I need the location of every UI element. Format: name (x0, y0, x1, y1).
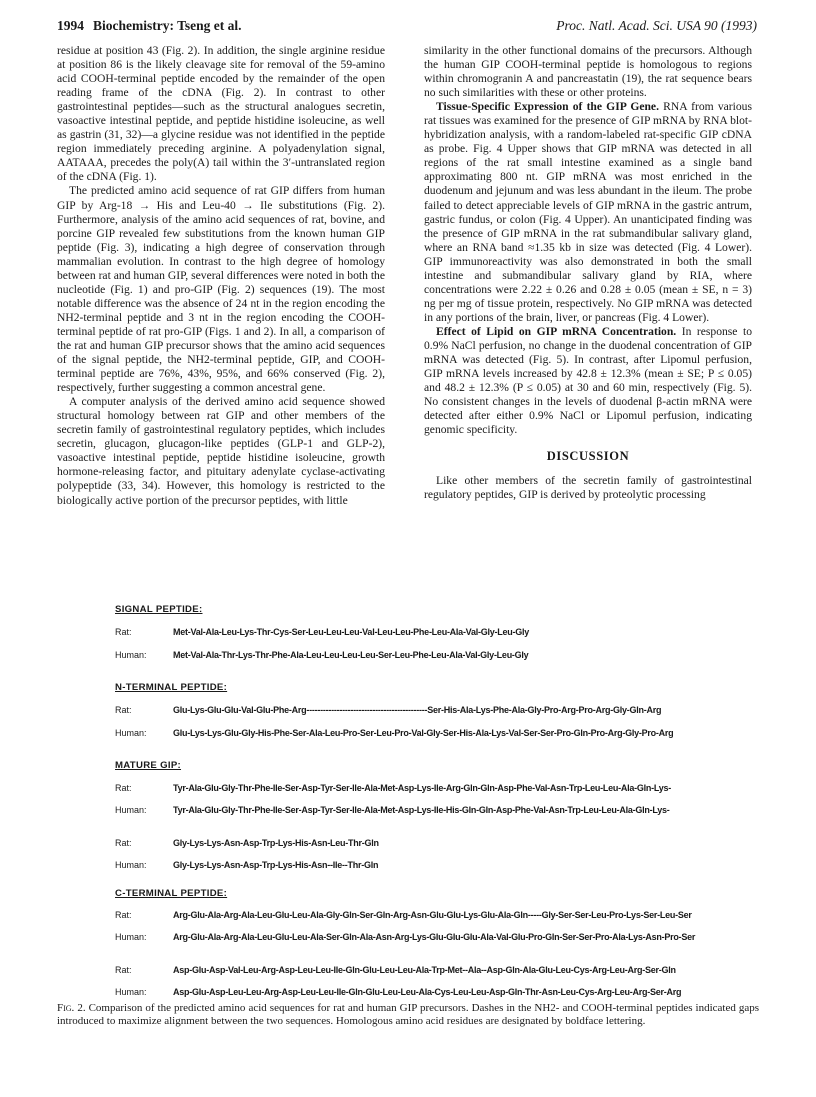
species-label: Human: (115, 987, 147, 997)
amino-acid-sequence: Met-Val-Ala-Thr-Lys-Thr-Phe-Ala-Leu-Leu-Leu-Leu-Ser-Leu-Phe-Leu-Ala-Val-Gly-Leu-Gly (173, 650, 529, 660)
sequence-row (115, 987, 765, 1001)
species-label: Human: (115, 650, 147, 660)
amino-acid-sequence: Arg-Glu-Ala-Arg-Ala-Leu-Glu-Leu-Ala-Ser-Gln-Ala-Asn-Arg-Lys-Glu-Glu-Glu-Ala-Val-Glu-Pro-Gln-Ser-Ser-Pro-Ala-Lys-Asn-Pro-Ser (173, 932, 696, 942)
caption-text: Comparison of the predicted amino acid sequences for rat and human GIP precursors. Dashes in the NH2- and COOH-terminal peptides indicated gaps introduced to maximize alignment between the two sequences. Homologous amino acid residues are designated by boldface lettering. (57, 1002, 760, 1028)
species-label: Rat: (115, 783, 132, 793)
sequence-row (115, 650, 765, 664)
amino-acid-sequence: Asp-Glu-Asp-Leu-Leu-Arg-Asp-Leu-Leu-Ile-Gln-Glu-Leu-Leu-Ala-Cys-Leu-Leu-Asp-Gln-Thr-Asn-Leu-Cys-Arg-Leu-Arg-Ser-Arg (173, 987, 682, 997)
amino-acid-sequence: Arg-Glu-Ala-Arg-Ala-Leu-Glu-Leu-Ala-Gly-Gln-Ser-Gln-Arg-Asn-Glu-Glu-Lys-Glu-Ala-Gln-----Gly-Ser-Ser-Leu-Pro-Lys-Ser-Leu-Ser (173, 910, 692, 920)
sequence-row (115, 838, 765, 852)
figure-caption (57, 1002, 759, 1029)
caption-label: Fig. 2. (57, 1002, 86, 1014)
species-label: Rat: (115, 705, 132, 715)
left-paragraph-3: A computer analysis of the derived amino acid sequence showed structural homology between rat GIP and other members of the secretin family of gastrointestinal regulatory peptides, which includes secretin, glucagon, glucagon-like peptides (GLP-1 and GLP-2), vasoactive intestinal peptide, peptide histidine isoleucine, growth hormone-releasing factor, and pituitary adenylate cyclase-activating polypeptide (33, 34). However, this homology is restricted to the biologically active portion of the precursor peptides, with little (57, 395, 385, 507)
amino-acid-sequence: Gly-Lys-Lys-Asn-Asp-Trp-Lys-His-Asn-Leu-Thr-Gln (173, 838, 379, 848)
right-paragraph-1: similarity in the other functional domains of the precursors. Although the human GIP COOH-terminal peptide is homologous to regions within chromogranin A and pancreastatin (19), the rat sequence bears no such similarities with these or other proteins. (424, 44, 752, 100)
left-paragraph-1: residue at position 43 (Fig. 2). In addition, the single arginine residue at position 86 is the likely cleavage site for removal of the 59-amino acid COOH-terminal peptide encoded by the remainder of the open reading frame of the cDNA (Fig. 2). In contrast to other gastrointestinal peptides—such as the structural analogues secretin, vasoactive intestinal peptide, and peptide histidine isoleucine, as well as gastrin (31, 32)—a glycine residue was not identified in the peptide region immediately preceding arginine. A polyadenylation signal, AATAAA, precedes the poly(A) tail within the 3′-untranslated region of the cDNA (Fig. 1). (57, 44, 385, 184)
section-heading-tissue-expression: Tissue-Specific Expression of the GIP Gene. (436, 100, 659, 114)
species-label: Human: (115, 860, 147, 870)
amino-acid-sequence: Met-Val-Ala-Leu-Lys-Thr-Cys-Ser-Leu-Leu-Leu-Val-Leu-Leu-Phe-Leu-Ala-Val-Gly-Leu-Gly (173, 627, 529, 637)
lipid-effect-text: In response to 0.9% NaCl perfusion, no change in the duodenal concentration of GIP mRNA was detected (Fig. 5). In contrast, after Lipomul perfusion, GIP mRNA levels increased by 42.8 ± 12.3% (mean ± SE; P ≤ 0.05) and 48.2 ± 12.3% (P ≤ 0.05) at 30 and 60 min, respectively (Fig. 5). No consistent changes in the levels of duodenal β-actin mRNA were detected after either 0.9% NaCl or Lipomul perfusion, indicating genomic specificity. (424, 324, 752, 437)
sequence-row (115, 627, 765, 641)
sequence-row (115, 910, 765, 924)
species-label: Human: (115, 932, 147, 942)
tissue-expression-text: RNA from various rat tissues was examined for the presence of GIP mRNA by RNA blot-hybridization analysis, with a random-labeled rat-specific GIP cDNA as probe. Fig. 4 Upper shows that GIP mRNA was detected in all regions of the rat small intestine examined as a single band approximating 800 nt. GIP mRNA was most enriched in the duodenum and jejunum and was less abundant in the ileum. The probe failed to detect appreciable levels of GIP mRNA in the gastric antrum, gastric fundus, or colon (Fig. 4 Upper). An unanticipated finding was the presence of GIP mRNA in the rat submandibular salivary gland, where an RNA band ≈1.35 kb in size was detected (Fig. 4 Lower). GIP immunoreactivity was also demonstrated in both the small intestine and submandibular salivary gland by RIA, where concentrations were 2.22 ± 0.26 and 0.28 ± 0.05 (mean ± SE, n = 3) ng per mg of tissue protein, respectively. No GIP mRNA was detected in any portions of the brain, liver, or pancreas (Fig. 4 Lower). (424, 100, 752, 324)
figure-section-title: C-TERMINAL PEPTIDE: (115, 888, 228, 899)
amino-acid-sequence: Asp-Glu-Asp-Val-Leu-Arg-Asp-Leu-Leu-Ile-Gln-Glu-Leu-Leu-Ala-Trp-Met--Ala--Asp-Gln-Ala-Glu-Leu-Cys-Arg-Leu-Arg-Ser-Gln (173, 965, 676, 975)
journal-citation: Proc. Natl. Acad. Sci. USA 90 (1993) (556, 18, 757, 33)
sequence-row (115, 860, 765, 874)
species-label: Rat: (115, 910, 132, 920)
amino-acid-sequence: Tyr-Ala-Glu-Gly-Thr-Phe-Ile-Ser-Asp-Tyr-Ser-Ile-Ala-Met-Asp-Lys-Ile-Arg-Gln-Gln-Asp-Phe-Val-Asn-Trp-Leu-Leu-Ala-Gln-Lys- (173, 783, 672, 793)
sequence-row (115, 805, 765, 819)
running-title: Biochemistry: Tseng et al. (93, 18, 242, 33)
figure-section-title: N-TERMINAL PEPTIDE: (115, 682, 228, 693)
species-label: Rat: (115, 627, 132, 637)
amino-acid-sequence: Glu-Lys-Glu-Glu-Val-Glu-Phe-Arg--------------------------------------------Ser-His-Ala-Lys-Phe-Ala-Gly-Pro-Arg-Pro-Arg-Gly-Gln-Arg (173, 705, 662, 715)
right-paragraph-3 (424, 325, 752, 437)
amino-acid-sequence: Gly-Lys-Lys-Asn-Asp-Trp-Lys-His-Asn--Ile--Thr-Gln (173, 860, 379, 870)
species-label: Human: (115, 728, 147, 738)
right-column (424, 44, 752, 502)
right-paragraph-2 (424, 100, 752, 325)
species-label: Rat: (115, 838, 132, 848)
discussion-heading: DISCUSSION (546, 449, 630, 464)
sequence-row (115, 728, 765, 742)
left-column (57, 44, 385, 508)
left-paragraph-2: The predicted amino acid sequence of rat GIP differs from human GIP by Arg-18 → His and Leu-40 → Ile substitutions (Fig. 2). Furthermore, analysis of the amino acid sequences of rat, bovine, and porcine GIP revealed few substitutions from the known human GIP peptide (Fig. 3), indicating a high degree of conservation through mammalian evolution. In contrast to the high degree of homology between rat and human GIP, several differences were noted in both the nucleotide (Fig. 1) and pro-GIP (Fig. 2) sequences (19). The most notable difference was the absence of 24 nt in the region encoding the NH2-terminal peptide and 3 nt in the region encoding the COOH-terminal peptide of rat pro-GIP (Figs. 1 and 2). In all, a comparison of the rat and human GIP precursor shows that the amino acid sequences of the signal peptide, the NH2-terminal peptide, GIP, and COOH-terminal peptide are 76%, 43%, 95%, and 66% conserved (Fig. 2), respectively, further suggesting a common ancestral gene. (57, 184, 385, 395)
running-head (57, 18, 757, 36)
right-paragraph-4: Like other members of the secretin family of gastrointestinal regulatory peptides, GIP is derived by proteolytic processing (424, 474, 752, 502)
species-label: Human: (115, 805, 147, 815)
section-heading-lipid-effect: Effect of Lipid on GIP mRNA Concentration. (436, 324, 677, 338)
page-number: 1994 (57, 18, 84, 33)
sequence-row (115, 783, 765, 797)
figure-section-title: MATURE GIP: (115, 760, 182, 771)
figure-section-title: SIGNAL PEPTIDE: (115, 604, 203, 615)
amino-acid-sequence: Tyr-Ala-Glu-Gly-Thr-Phe-Ile-Ser-Asp-Tyr-Ser-Ile-Ala-Met-Asp-Lys-Ile-His-Gln-Gln-Asp-Phe-Val-Asn-Trp-Leu-Leu-Ala-Gln-Lys- (173, 805, 670, 815)
sequence-row (115, 705, 765, 719)
species-label: Rat: (115, 965, 132, 975)
sequence-row (115, 965, 765, 979)
amino-acid-sequence: Glu-Lys-Lys-Glu-Gly-His-Phe-Ser-Ala-Leu-Pro-Ser-Leu-Pro-Val-Gly-Ser-His-Ala-Lys-Val-Ser-Ser-Pro-Gln-Pro-Arg-Gly-Pro-Arg (173, 728, 674, 738)
sequence-row (115, 932, 765, 946)
